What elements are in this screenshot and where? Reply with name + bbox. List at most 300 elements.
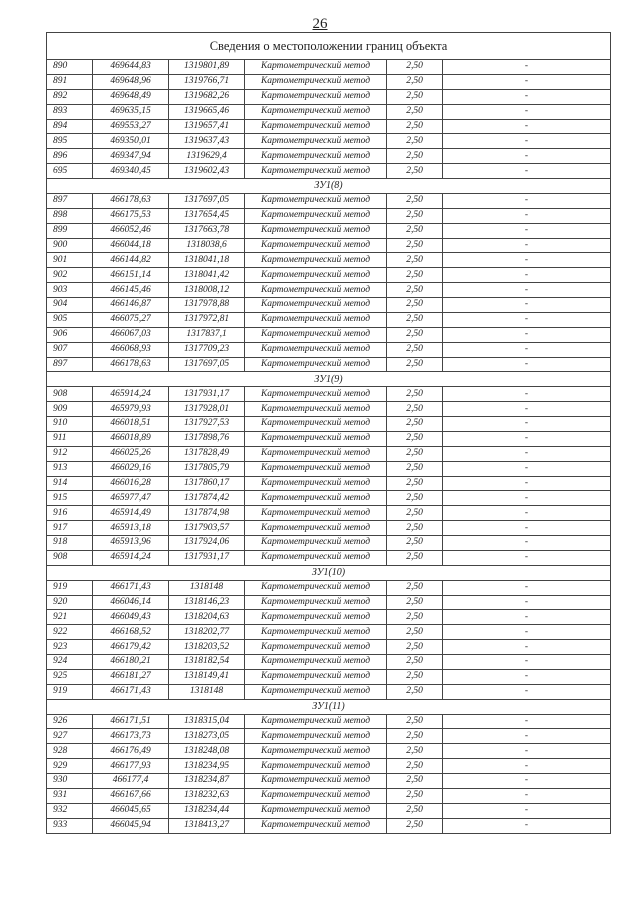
description-cell: - (443, 461, 611, 476)
method-cell: Картометрический метод (245, 580, 387, 595)
point-number-cell: 910 (47, 417, 93, 432)
coord-y-cell: 1319682,26 (169, 89, 245, 104)
accuracy-cell: 2,50 (387, 223, 443, 238)
method-cell: Картометрический метод (245, 476, 387, 491)
method-cell: Картометрический метод (245, 640, 387, 655)
coord-x-cell: 466175,53 (93, 208, 169, 223)
coord-x-cell: 469347,94 (93, 149, 169, 164)
method-cell: Картометрический метод (245, 729, 387, 744)
table-row (47, 149, 611, 164)
table-row (47, 714, 611, 729)
coord-y-cell: 1317837,1 (169, 327, 245, 342)
method-cell: Картометрический метод (245, 759, 387, 774)
description-cell: - (443, 655, 611, 670)
description-cell: - (443, 550, 611, 565)
description-cell: - (443, 774, 611, 789)
coord-x-cell: 466052,46 (93, 223, 169, 238)
description-cell: - (443, 431, 611, 446)
point-number-cell: 902 (47, 268, 93, 283)
coord-y-cell: 1318148 (169, 684, 245, 699)
table-row (47, 461, 611, 476)
accuracy-cell: 2,50 (387, 253, 443, 268)
description-cell: - (443, 491, 611, 506)
table-row (47, 283, 611, 298)
coord-y-cell: 1317874,98 (169, 506, 245, 521)
method-cell: Картометрический метод (245, 104, 387, 119)
point-number-cell: 892 (47, 89, 93, 104)
section-label: ЗУ1(10) (47, 565, 611, 580)
point-number-cell: 911 (47, 431, 93, 446)
table-row (47, 803, 611, 818)
point-number-cell: 906 (47, 327, 93, 342)
coord-x-cell: 466044,18 (93, 238, 169, 253)
coord-y-cell: 1319629,4 (169, 149, 245, 164)
coord-x-cell: 466045,94 (93, 818, 169, 833)
table-row (47, 550, 611, 565)
point-number-cell: 922 (47, 625, 93, 640)
coord-y-cell: 1319657,41 (169, 119, 245, 134)
description-cell: - (443, 104, 611, 119)
table-row (47, 818, 611, 833)
coord-x-cell: 466181,27 (93, 669, 169, 684)
coord-y-cell: 1319602,43 (169, 164, 245, 179)
table-row (47, 788, 611, 803)
table-row (47, 506, 611, 521)
section-label: ЗУ1(11) (47, 699, 611, 714)
description-cell: - (443, 357, 611, 372)
method-cell: Картометрический метод (245, 714, 387, 729)
coord-x-cell: 466178,63 (93, 193, 169, 208)
method-cell: Картометрический метод (245, 357, 387, 372)
method-cell: Картометрический метод (245, 208, 387, 223)
coord-x-cell: 465913,18 (93, 521, 169, 536)
point-number-cell: 900 (47, 238, 93, 253)
description-cell: - (443, 89, 611, 104)
coord-y-cell: 1317828,49 (169, 446, 245, 461)
coord-y-cell: 1317978,88 (169, 298, 245, 313)
coord-y-cell: 1318182,54 (169, 655, 245, 670)
method-cell: Картометрический метод (245, 387, 387, 402)
accuracy-cell: 2,50 (387, 74, 443, 89)
description-cell: - (443, 60, 611, 75)
coord-y-cell: 1317927,53 (169, 417, 245, 432)
method-cell: Картометрический метод (245, 60, 387, 75)
coord-y-cell: 1318008,12 (169, 283, 245, 298)
table-row (47, 640, 611, 655)
table-row (47, 417, 611, 432)
coord-x-cell: 466168,52 (93, 625, 169, 640)
description-cell: - (443, 714, 611, 729)
coord-y-cell: 1317972,81 (169, 312, 245, 327)
accuracy-cell: 2,50 (387, 729, 443, 744)
coord-y-cell: 1318234,95 (169, 759, 245, 774)
method-cell: Картометрический метод (245, 595, 387, 610)
point-number-cell: 927 (47, 729, 93, 744)
coord-x-cell: 469340,45 (93, 164, 169, 179)
accuracy-cell: 2,50 (387, 268, 443, 283)
table-row (47, 536, 611, 551)
point-number-cell: 899 (47, 223, 93, 238)
point-number-cell: 929 (47, 759, 93, 774)
description-cell: - (443, 803, 611, 818)
point-number-cell: 695 (47, 164, 93, 179)
point-number-cell: 921 (47, 610, 93, 625)
point-number-cell: 912 (47, 446, 93, 461)
description-cell: - (443, 283, 611, 298)
description-cell: - (443, 164, 611, 179)
description-cell: - (443, 134, 611, 149)
coord-x-cell: 465913,96 (93, 536, 169, 551)
table-row (47, 312, 611, 327)
point-number-cell: 913 (47, 461, 93, 476)
section-row (47, 179, 611, 194)
table-row (47, 580, 611, 595)
point-number-cell: 932 (47, 803, 93, 818)
coord-y-cell: 1318202,77 (169, 625, 245, 640)
point-number-cell: 898 (47, 208, 93, 223)
point-number-cell: 909 (47, 402, 93, 417)
table-row (47, 164, 611, 179)
coord-x-cell: 466177,4 (93, 774, 169, 789)
description-cell: - (443, 625, 611, 640)
table-row (47, 669, 611, 684)
section-row (47, 372, 611, 387)
accuracy-cell: 2,50 (387, 595, 443, 610)
accuracy-cell: 2,50 (387, 759, 443, 774)
coord-y-cell: 1317874,42 (169, 491, 245, 506)
coord-y-cell: 1317928,01 (169, 402, 245, 417)
method-cell: Картометрический метод (245, 625, 387, 640)
method-cell: Картометрический метод (245, 312, 387, 327)
coord-x-cell: 469648,49 (93, 89, 169, 104)
table-row (47, 610, 611, 625)
description-cell: - (443, 342, 611, 357)
point-number-cell: 925 (47, 669, 93, 684)
coord-y-cell: 1318248,08 (169, 744, 245, 759)
coord-y-cell: 1318041,18 (169, 253, 245, 268)
coord-y-cell: 1318234,87 (169, 774, 245, 789)
description-cell: - (443, 312, 611, 327)
method-cell: Картометрический метод (245, 655, 387, 670)
method-cell: Картометрический метод (245, 788, 387, 803)
description-cell: - (443, 684, 611, 699)
table-row (47, 759, 611, 774)
description-cell: - (443, 729, 611, 744)
page-number: 26 (312, 16, 328, 32)
point-number-cell: 908 (47, 387, 93, 402)
coord-x-cell: 466018,89 (93, 431, 169, 446)
table-row (47, 342, 611, 357)
coord-y-cell: 1318148 (169, 580, 245, 595)
table-row (47, 744, 611, 759)
accuracy-cell: 2,50 (387, 521, 443, 536)
coord-x-cell: 466167,66 (93, 788, 169, 803)
table-row (47, 298, 611, 313)
point-number-cell: 894 (47, 119, 93, 134)
table-row (47, 387, 611, 402)
method-cell: Картометрический метод (245, 818, 387, 833)
method-cell: Картометрический метод (245, 238, 387, 253)
accuracy-cell: 2,50 (387, 669, 443, 684)
point-number-cell: 905 (47, 312, 93, 327)
point-number-cell: 919 (47, 684, 93, 699)
method-cell: Картометрический метод (245, 89, 387, 104)
coord-y-cell: 1318234,44 (169, 803, 245, 818)
accuracy-cell: 2,50 (387, 774, 443, 789)
point-number-cell: 907 (47, 342, 93, 357)
table-row (47, 134, 611, 149)
description-cell: - (443, 446, 611, 461)
coord-x-cell: 466049,43 (93, 610, 169, 625)
table-row (47, 431, 611, 446)
method-cell: Картометрический метод (245, 283, 387, 298)
point-number-cell: 920 (47, 595, 93, 610)
coord-y-cell: 1317931,17 (169, 550, 245, 565)
table-row (47, 223, 611, 238)
point-number-cell: 931 (47, 788, 93, 803)
description-cell: - (443, 536, 611, 551)
point-number-cell: 924 (47, 655, 93, 670)
coord-y-cell: 1319665,46 (169, 104, 245, 119)
accuracy-cell: 2,50 (387, 744, 443, 759)
coord-x-cell: 469350,01 (93, 134, 169, 149)
accuracy-cell: 2,50 (387, 655, 443, 670)
table-row (47, 208, 611, 223)
coord-x-cell: 466180,21 (93, 655, 169, 670)
coord-x-cell: 466029,16 (93, 461, 169, 476)
coord-x-cell: 466177,93 (93, 759, 169, 774)
point-number-cell: 933 (47, 818, 93, 833)
coord-y-cell: 1317663,78 (169, 223, 245, 238)
accuracy-cell: 2,50 (387, 327, 443, 342)
coord-x-cell: 466045,65 (93, 803, 169, 818)
description-cell: - (443, 387, 611, 402)
coord-y-cell: 1318041,42 (169, 268, 245, 283)
method-cell: Картометрический метод (245, 610, 387, 625)
table-row (47, 446, 611, 461)
point-number-cell: 903 (47, 283, 93, 298)
boundary-points-table (46, 32, 611, 834)
section-row (47, 565, 611, 580)
table-row (47, 357, 611, 372)
point-number-cell: 896 (47, 149, 93, 164)
accuracy-cell: 2,50 (387, 684, 443, 699)
point-number-cell: 926 (47, 714, 93, 729)
point-number-cell: 904 (47, 298, 93, 313)
coord-y-cell: 1319766,71 (169, 74, 245, 89)
coord-y-cell: 1319637,43 (169, 134, 245, 149)
description-cell: - (443, 744, 611, 759)
coord-x-cell: 469553,27 (93, 119, 169, 134)
method-cell: Картометрический метод (245, 506, 387, 521)
coord-y-cell: 1318315,04 (169, 714, 245, 729)
description-cell: - (443, 208, 611, 223)
description-cell: - (443, 476, 611, 491)
coord-x-cell: 466179,42 (93, 640, 169, 655)
accuracy-cell: 2,50 (387, 60, 443, 75)
description-cell: - (443, 610, 611, 625)
description-cell: - (443, 506, 611, 521)
coord-y-cell: 1318273,05 (169, 729, 245, 744)
method-cell: Картометрический метод (245, 521, 387, 536)
accuracy-cell: 2,50 (387, 149, 443, 164)
table-row (47, 268, 611, 283)
accuracy-cell: 2,50 (387, 417, 443, 432)
method-cell: Картометрический метод (245, 461, 387, 476)
method-cell: Картометрический метод (245, 803, 387, 818)
coord-x-cell: 465914,24 (93, 387, 169, 402)
method-cell: Картометрический метод (245, 134, 387, 149)
method-cell: Картометрический метод (245, 327, 387, 342)
point-number-cell: 919 (47, 580, 93, 595)
accuracy-cell: 2,50 (387, 89, 443, 104)
coord-y-cell: 1317903,57 (169, 521, 245, 536)
accuracy-cell: 2,50 (387, 402, 443, 417)
point-number-cell: 891 (47, 74, 93, 89)
table-row (47, 60, 611, 75)
coord-x-cell: 469635,15 (93, 104, 169, 119)
accuracy-cell: 2,50 (387, 550, 443, 565)
accuracy-cell: 2,50 (387, 788, 443, 803)
coord-y-cell: 1318232,63 (169, 788, 245, 803)
accuracy-cell: 2,50 (387, 119, 443, 134)
accuracy-cell: 2,50 (387, 238, 443, 253)
method-cell: Картометрический метод (245, 774, 387, 789)
section-label: ЗУ1(8) (47, 179, 611, 194)
description-cell: - (443, 640, 611, 655)
description-cell: - (443, 818, 611, 833)
table-title: Сведения о местоположении границ объекта (47, 33, 611, 60)
table-row (47, 89, 611, 104)
method-cell: Картометрический метод (245, 431, 387, 446)
point-number-cell: 897 (47, 193, 93, 208)
coord-x-cell: 465914,24 (93, 550, 169, 565)
point-number-cell: 901 (47, 253, 93, 268)
accuracy-cell: 2,50 (387, 446, 443, 461)
coord-x-cell: 469648,96 (93, 74, 169, 89)
coord-x-cell: 466151,14 (93, 268, 169, 283)
coord-x-cell: 466173,73 (93, 729, 169, 744)
accuracy-cell: 2,50 (387, 208, 443, 223)
coord-x-cell: 466171,43 (93, 684, 169, 699)
accuracy-cell: 2,50 (387, 164, 443, 179)
coord-y-cell: 1319801,89 (169, 60, 245, 75)
accuracy-cell: 2,50 (387, 283, 443, 298)
table-row (47, 253, 611, 268)
table-row (47, 684, 611, 699)
table-title-row (47, 33, 611, 60)
description-cell: - (443, 759, 611, 774)
coord-x-cell: 466067,03 (93, 327, 169, 342)
table-row (47, 238, 611, 253)
point-number-cell: 930 (47, 774, 93, 789)
accuracy-cell: 2,50 (387, 312, 443, 327)
method-cell: Картометрический метод (245, 164, 387, 179)
coord-y-cell: 1317805,79 (169, 461, 245, 476)
description-cell: - (443, 223, 611, 238)
coord-x-cell: 465914,49 (93, 506, 169, 521)
table-row (47, 521, 611, 536)
table-row (47, 402, 611, 417)
accuracy-cell: 2,50 (387, 640, 443, 655)
point-number-cell: 917 (47, 521, 93, 536)
point-number-cell: 895 (47, 134, 93, 149)
accuracy-cell: 2,50 (387, 461, 443, 476)
table-row (47, 193, 611, 208)
accuracy-cell: 2,50 (387, 803, 443, 818)
table-row (47, 595, 611, 610)
description-cell: - (443, 595, 611, 610)
accuracy-cell: 2,50 (387, 193, 443, 208)
method-cell: Картометрический метод (245, 342, 387, 357)
description-cell: - (443, 149, 611, 164)
coord-y-cell: 1317654,45 (169, 208, 245, 223)
accuracy-cell: 2,50 (387, 387, 443, 402)
coord-y-cell: 1317697,05 (169, 357, 245, 372)
point-number-cell: 916 (47, 506, 93, 521)
coord-y-cell: 1318149,41 (169, 669, 245, 684)
description-cell: - (443, 238, 611, 253)
coord-x-cell: 469644,83 (93, 60, 169, 75)
coord-x-cell: 466025,26 (93, 446, 169, 461)
accuracy-cell: 2,50 (387, 491, 443, 506)
table-row (47, 655, 611, 670)
accuracy-cell: 2,50 (387, 431, 443, 446)
coord-y-cell: 1318038,6 (169, 238, 245, 253)
section-row (47, 699, 611, 714)
coord-y-cell: 1318146,23 (169, 595, 245, 610)
accuracy-cell: 2,50 (387, 610, 443, 625)
description-cell: - (443, 193, 611, 208)
method-cell: Картометрический метод (245, 268, 387, 283)
method-cell: Картометрический метод (245, 149, 387, 164)
method-cell: Картометрический метод (245, 446, 387, 461)
description-cell: - (443, 521, 611, 536)
description-cell: - (443, 788, 611, 803)
accuracy-cell: 2,50 (387, 357, 443, 372)
accuracy-cell: 2,50 (387, 134, 443, 149)
method-cell: Картометрический метод (245, 193, 387, 208)
table-row (47, 476, 611, 491)
point-number-cell: 928 (47, 744, 93, 759)
point-number-cell: 918 (47, 536, 93, 551)
table-row (47, 119, 611, 134)
point-number-cell: 893 (47, 104, 93, 119)
point-number-cell: 914 (47, 476, 93, 491)
description-cell: - (443, 402, 611, 417)
coord-x-cell: 466171,51 (93, 714, 169, 729)
table-row (47, 729, 611, 744)
accuracy-cell: 2,50 (387, 580, 443, 595)
method-cell: Картометрический метод (245, 536, 387, 551)
table-row (47, 104, 611, 119)
method-cell: Картометрический метод (245, 298, 387, 313)
table-row (47, 327, 611, 342)
table-row (47, 491, 611, 506)
section-label: ЗУ1(9) (47, 372, 611, 387)
accuracy-cell: 2,50 (387, 625, 443, 640)
table-row (47, 74, 611, 89)
accuracy-cell: 2,50 (387, 818, 443, 833)
description-cell: - (443, 298, 611, 313)
description-cell: - (443, 119, 611, 134)
accuracy-cell: 2,50 (387, 714, 443, 729)
description-cell: - (443, 74, 611, 89)
coord-x-cell: 465979,93 (93, 402, 169, 417)
coord-x-cell: 466176,49 (93, 744, 169, 759)
coord-y-cell: 1318413,27 (169, 818, 245, 833)
coord-y-cell: 1317924,06 (169, 536, 245, 551)
